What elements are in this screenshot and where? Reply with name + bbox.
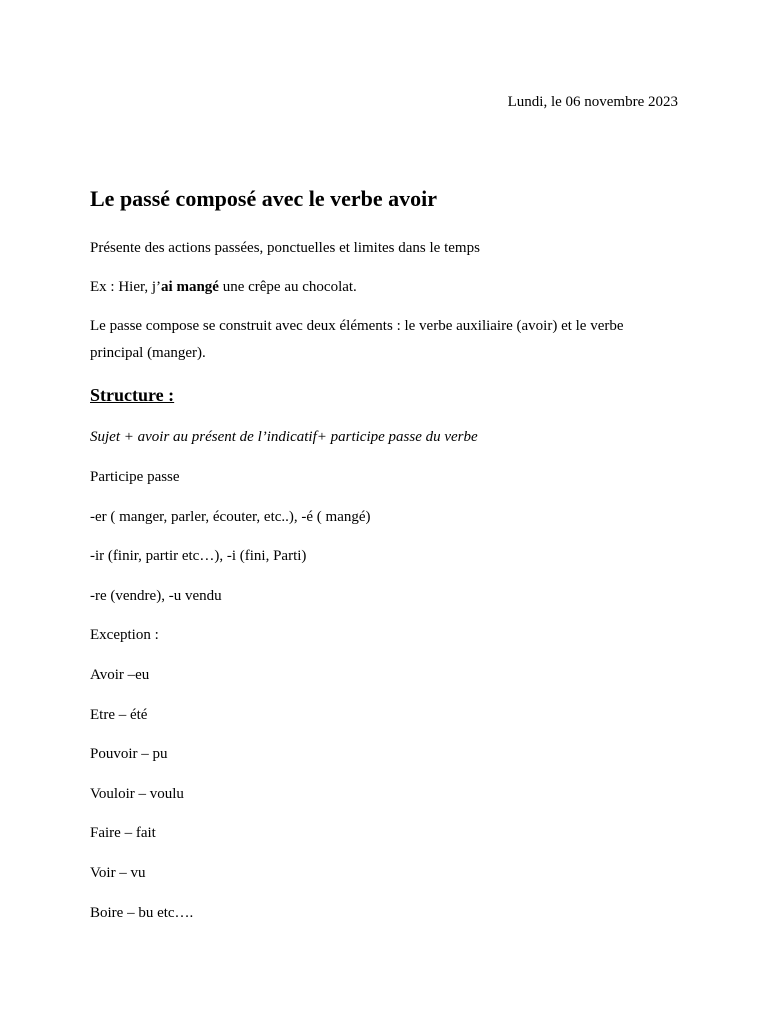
example-paragraph — [90, 274, 680, 301]
intro-paragraph: Présente des actions passées, ponctuelles et limites dans le temps — [90, 240, 480, 256]
document-date: Lundi, le 06 novembre 2023 — [507, 94, 678, 110]
explanation-paragraph: Le passe compose se construit avec deux éléments : le verbe auxiliaire (avoir) et le verbe principal (manger). — [90, 318, 624, 361]
exception-item: Pouvoir – pu — [90, 746, 168, 762]
example-bold: ai mangé — [161, 279, 219, 295]
example-prefix: Ex : Hier, j’ — [90, 279, 162, 295]
rule-re: -re (vendre), -u vendu — [90, 588, 222, 604]
exception-item: Boire – bu etc…. — [90, 905, 194, 921]
exception-item: Etre – été — [90, 707, 148, 723]
document-title: Le passé composé avec le verbe avoir — [90, 186, 438, 211]
example-suffix: une crêpe au chocolat. — [218, 279, 357, 295]
exception-item: Avoir –eu — [90, 667, 150, 683]
exception-heading: Exception : — [90, 627, 159, 643]
exception-item: Faire – fait — [90, 825, 156, 841]
structure-heading: Structure : — [90, 385, 175, 405]
rule-ir: -ir (finir, partir etc…), -i (fini, Parti) — [90, 548, 307, 564]
exception-item: Vouloir – voulu — [90, 786, 184, 802]
participle-heading: Participe passe — [90, 469, 180, 485]
structure-formula: Sujet + avoir au présent de l’indicatif+ participe passe du verbe — [90, 429, 478, 445]
exception-item: Voir – vu — [90, 865, 146, 881]
rule-er: -er ( manger, parler, écouter, etc..), -é ( mangé) — [90, 509, 371, 525]
